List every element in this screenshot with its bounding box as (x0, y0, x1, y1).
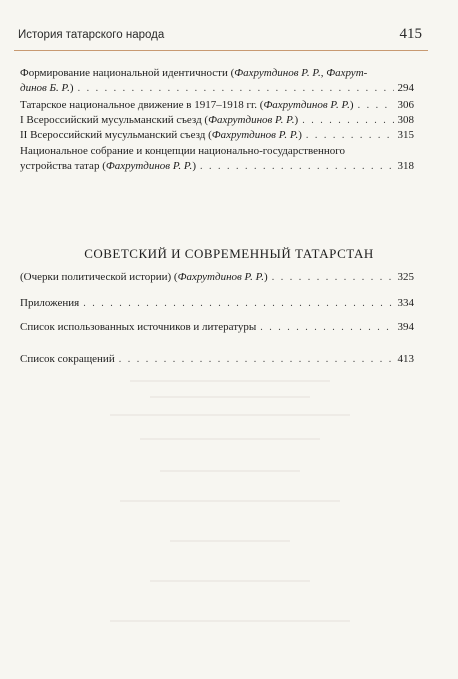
toc-entry-author: Фахрутдинов Р. Р. (105, 160, 193, 172)
toc-entry (20, 296, 414, 311)
toc-entry-title: устройства татар ( (20, 160, 106, 172)
toc-entry-author: Фахрутдинов Р. Р. (208, 114, 295, 126)
leader-dots (83, 296, 393, 311)
leader-dots (78, 81, 394, 96)
toc-entry-author: Фахрутдинов Р. Р., Фахрут- (234, 67, 368, 79)
bleed-through-line (130, 380, 330, 382)
bleed-through-line (110, 620, 350, 622)
toc-entry-author: динов Б. Р. (20, 82, 70, 94)
toc-entry-title: Татарское национальное движение в 1917–1918 гг. ( (20, 99, 264, 111)
toc-entry: (Очерки политической истории) ( Фахрутдинов Р. Р. ) . . . 325 (20, 270, 414, 285)
leader-dots (260, 320, 393, 335)
toc-entry-author: Фахрутдинов Р. Р. (177, 271, 265, 283)
toc-page-number: 394 (397, 321, 414, 333)
bleed-through-line (120, 500, 340, 502)
toc-entry-author: Фахрутдинов Р. Р. (263, 99, 350, 111)
leader-dots (302, 113, 393, 128)
leader-dots (119, 352, 394, 367)
bleed-through-line (170, 540, 290, 542)
toc-entry-author: Фахрутдинов Р. Р. (211, 129, 299, 141)
toc-page-number: 325 (397, 271, 414, 283)
toc-entry: Формирование национальной идентичности (Фахрутдинов Р. Р., Фахрут- динов Б. Р. ) . . . 294 (20, 66, 414, 96)
bleed-through-line (160, 470, 300, 472)
running-title: История татарского народа (18, 29, 165, 41)
toc-entry: Татарское национальное движение в 1917–1918 гг. ( Фахрутдинов Р. Р. ) . . . 306 (20, 98, 414, 113)
page-number: 415 (399, 26, 422, 42)
toc-page-number: 294 (397, 82, 414, 94)
toc-entry-title: Формирование национальной идентичности ( (20, 67, 235, 79)
toc-entry (20, 320, 414, 335)
leader-dots (200, 159, 394, 174)
toc-page-number: 413 (397, 353, 414, 365)
toc-entry (20, 352, 414, 367)
toc-entry: II Всероссийский мусульманский съезд ( Фахрутдинов Р. Р. ) . . . 315 (20, 128, 414, 143)
leader-dots (358, 98, 394, 113)
toc-page-number: 318 (397, 160, 414, 172)
toc-entry-title: Список использованных источников и литературы (20, 321, 257, 333)
bleed-through-line (150, 580, 310, 582)
section-heading: СОВЕТСКИЙ И СОВРЕМЕННЫЙ ТАТАРСТАН (84, 246, 374, 261)
bleed-through-line (110, 414, 350, 416)
header-divider (14, 50, 428, 51)
toc-page-number: 315 (397, 129, 414, 141)
toc-page-number: 334 (397, 297, 414, 309)
toc-entry-title: II Всероссийский мусульманский съезд ( (20, 129, 212, 141)
toc-entry-title: Приложения (20, 297, 80, 309)
toc-entry: I Всероссийский мусульманский съезд ( Фахрутдинов Р. Р. ) . . . 308 (20, 113, 414, 128)
toc-entry: Национальное собрание и концепции национально-государственного устройства татар ( Фахрутдинов Р. Р. ) . . . 318 (20, 144, 414, 174)
leader-dots (306, 128, 394, 143)
running-header (18, 26, 422, 46)
toc-entry-title: (Очерки политической истории) ( (20, 271, 178, 283)
toc-entry-title: Национальное собрание и концепции национально-государственного (20, 145, 345, 157)
toc-entry-title: Список сокращений (20, 353, 115, 365)
toc-entry-title: I Всероссийский мусульманский съезд ( (20, 114, 209, 126)
bleed-through-line (140, 438, 320, 440)
leader-dots (272, 270, 394, 285)
bleed-through-line (150, 396, 310, 398)
toc-page-number: 306 (397, 99, 414, 111)
toc-page-number: 308 (397, 114, 414, 126)
